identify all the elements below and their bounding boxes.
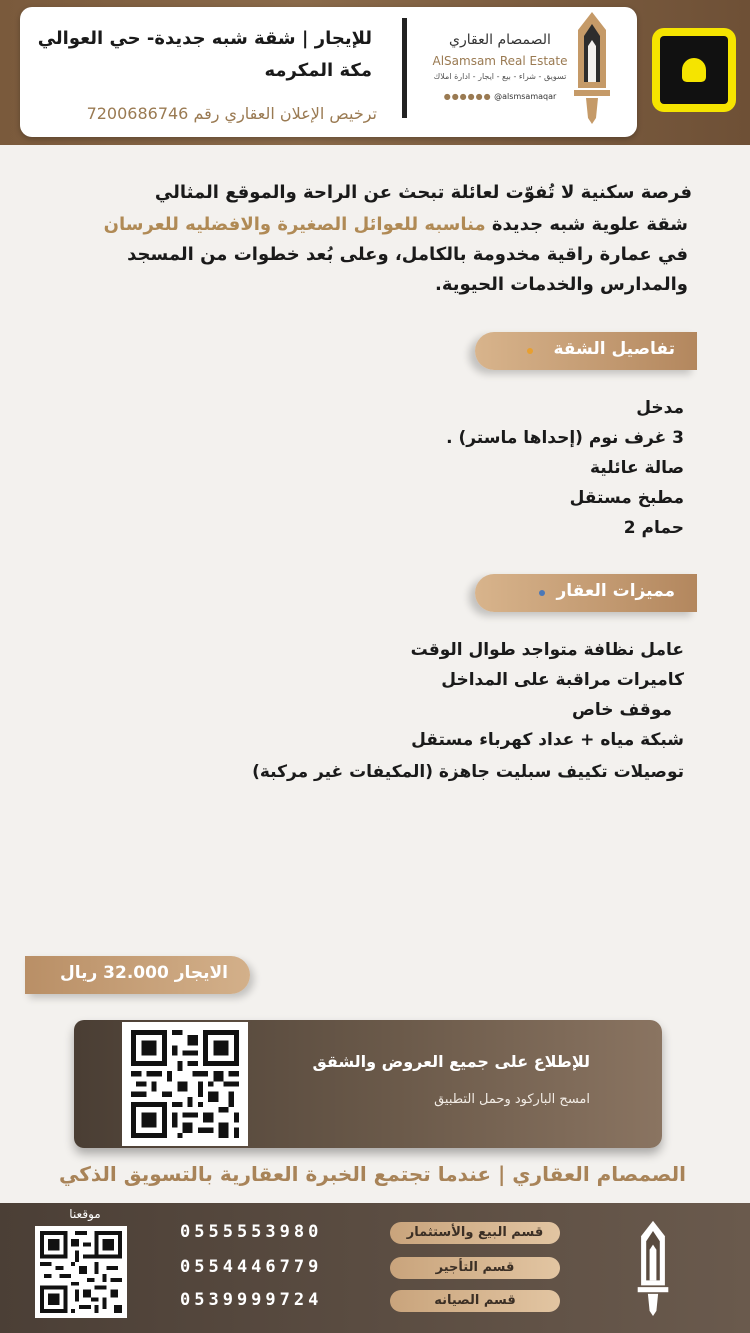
ad-license-number: ترخيص الإعلان العقاري رقم 7200686746 <box>86 104 377 123</box>
ghost-icon <box>682 58 706 82</box>
intro-line-3: في عمارة راقية مخدومة بالكامل، وعلى بُعد خطوات من المسجد <box>127 244 688 265</box>
brand-services: تسويق - شراء - بيع - ايجار - ادارة املاك <box>433 72 567 81</box>
detail-item: مطبخ مستقل <box>569 488 684 508</box>
brand-tagline: الصمصام العقاري | عندما تجتمع الخبرة العقارية بالتسويق الذكي <box>58 1162 686 1186</box>
details-heading: تفاصيل الشقة <box>553 339 675 359</box>
dept-maintenance-label: قسم الصيانه <box>390 1290 560 1312</box>
detail-item: صالة عائلية <box>590 458 684 478</box>
rent-price: الايجار 32.000 ريال <box>59 963 228 983</box>
features-heading: مميزات العقار <box>556 581 675 601</box>
location-label: موقعنا <box>69 1207 101 1221</box>
feature-item: موقف خاص <box>572 700 672 720</box>
qr-code-icon <box>130 1030 240 1138</box>
dept-sales-label: قسم البيع والأستثمار <box>390 1222 560 1244</box>
intro-line-1: فرصة سكنية لا تُفوّت لعائلة تبحث عن الراحة والموقع المثالي <box>154 182 692 203</box>
page-title-line-2: مكة المكرمه <box>264 60 372 81</box>
social-icons: ●●●●●● <box>443 92 492 101</box>
social-handle-text: @alsmsamaqar <box>494 92 557 101</box>
details-heading-tab <box>475 332 697 370</box>
snapchat-code[interactable] <box>652 28 736 112</box>
phone-maintenance[interactable]: 0539999724 <box>180 1290 323 1310</box>
intro-line-2-highlight: مناسبه للعوائل الصغيرة والافضليه للعرسان <box>103 214 486 235</box>
location-qr-code[interactable] <box>35 1226 127 1318</box>
sword-logo-icon <box>636 1215 670 1321</box>
brand-name-english: AlSamsam Real Estate <box>432 54 568 68</box>
feature-item: كاميرات مراقبة على المداخل <box>441 670 684 690</box>
brand-social-handle <box>430 92 570 101</box>
phone-rental[interactable]: 0554446779 <box>180 1257 323 1277</box>
features-heading-tab <box>475 574 697 612</box>
detail-item: حمام 2 <box>623 518 684 538</box>
price-tab <box>25 956 250 994</box>
app-qr-code[interactable] <box>122 1022 248 1146</box>
detail-item: مدخل <box>636 398 684 418</box>
bullet-icon <box>539 590 545 596</box>
brand-name-arabic: الصمصام العقاري <box>449 32 551 48</box>
feature-item: عامل نظافة متواجد طوال الوقت <box>410 640 684 660</box>
promo-subtitle: امسح الباركود وحمل التطبيق <box>434 1092 590 1107</box>
intro-line-2 <box>28 214 688 235</box>
sword-logo-icon <box>572 10 612 125</box>
intro-line-4: والمدارس والخدمات الحيوية. <box>434 274 688 295</box>
dept-rental-label: قسم التأجير <box>390 1257 560 1279</box>
feature-item: شبكة مياه + عداد كهرباء مستقل <box>411 730 684 750</box>
intro-line-2-main: شقة علوية شبه جديدة <box>485 214 688 235</box>
detail-item: 3 غرف نوم (إحداها ماستر) . <box>446 428 684 448</box>
page-title-line-1: للإيجار | شقة شبه جديدة- حي العوالي <box>37 28 372 49</box>
qr-code-icon <box>40 1231 122 1313</box>
promo-title: للإطلاع على جميع العروض والشقق <box>312 1052 590 1071</box>
phone-sales[interactable]: 0555553980 <box>180 1222 323 1242</box>
bullet-icon <box>527 348 533 354</box>
snapchat-qr-icon <box>660 36 728 104</box>
feature-item: توصيلات تكييف سبليت جاهزة (المكيفات غير مركبة) <box>252 762 684 782</box>
header-divider <box>402 18 407 118</box>
